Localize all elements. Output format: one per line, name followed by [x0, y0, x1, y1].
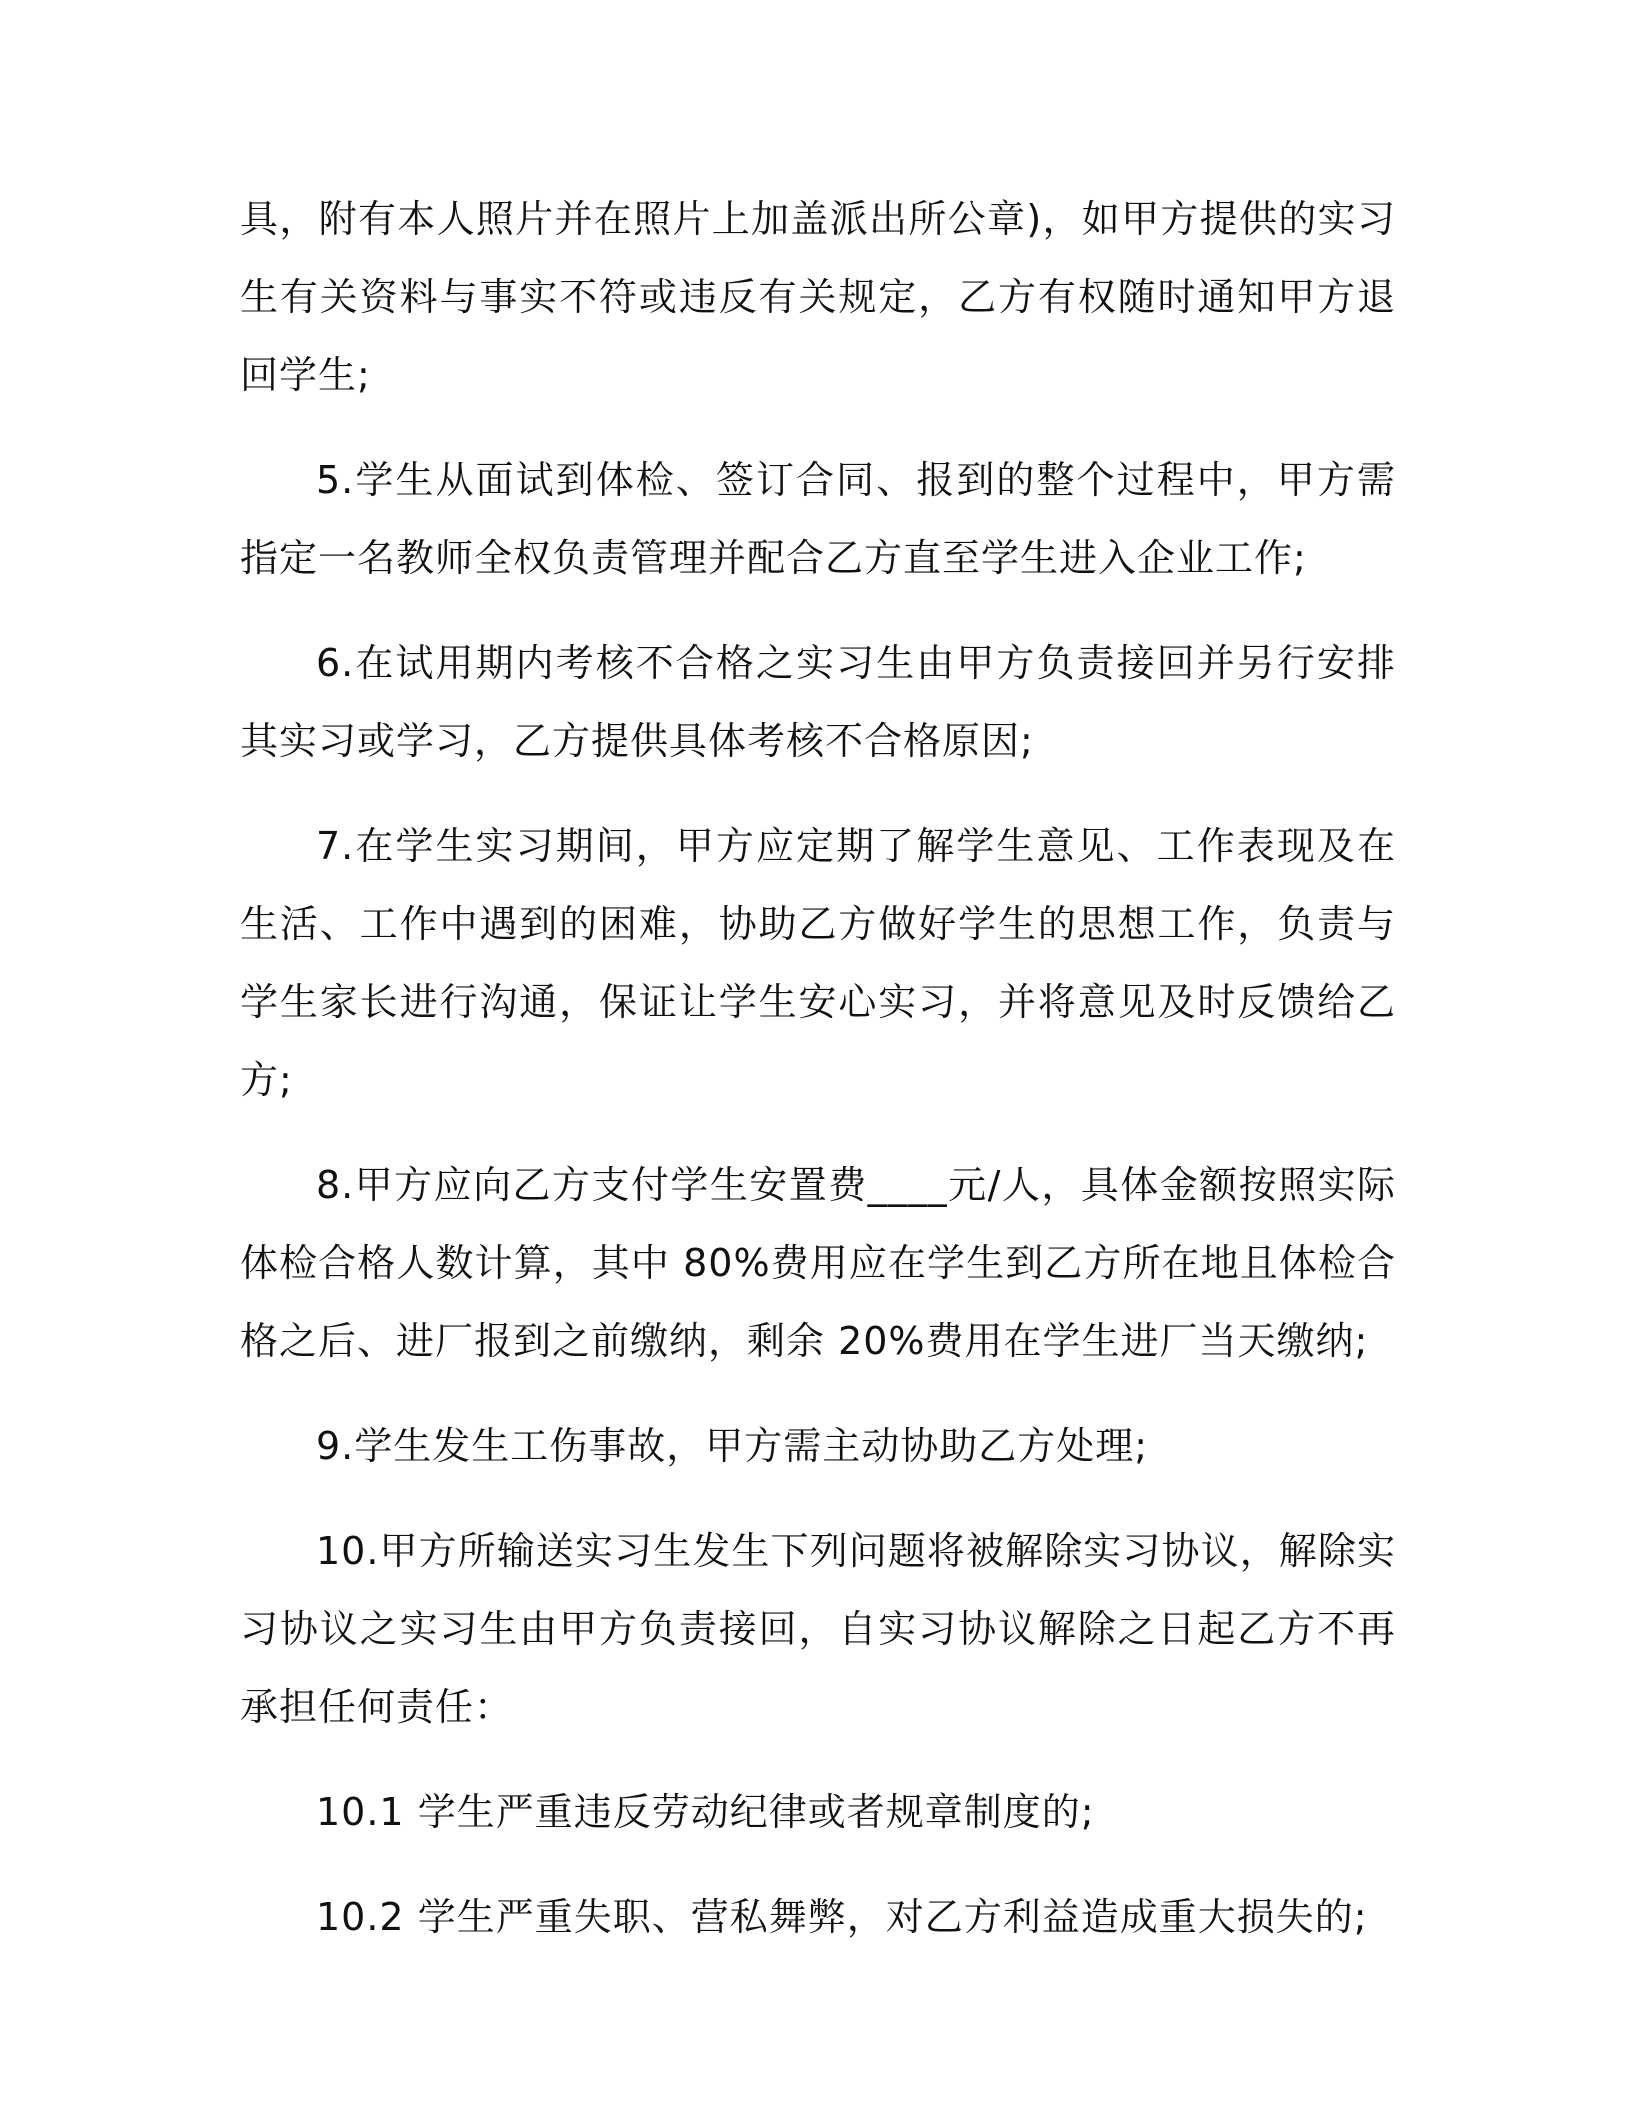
paragraph-item-9: 9.学生发生工伤事故，甲方需主动协助乙方处理;: [316, 1424, 1149, 1468]
document-body: [240, 180, 1396, 1956]
paragraph-item-5: 5.学生从面试到体检、签订合同、报到的整个过程中，甲方需指定一名教师全权负责管理并配合乙方直至学生进入企业工作;: [240, 458, 1396, 580]
paragraph-item-10: 10.甲方所输送实习生发生下列问题将被解除实习协议，解除实习协议之实习生由甲方负责接回，自实习协议解除之日起乙方不再承担任何责任：: [240, 1529, 1396, 1729]
paragraph-item-10-2: 10.2 学生严重失职、营私舞弊，对乙方利益造成重大损失的;: [316, 1895, 1368, 1939]
paragraph-item-6: 6.在试用期内考核不合格之实习生由甲方负责接回并另行安排其实习或学习，乙方提供具体考核不合格原因;: [240, 641, 1396, 763]
paragraph-continuation: 具，附有本人照片并在照片上加盖派出所公章)，如甲方提供的实习生有关资料与事实不符或违反有关规定，乙方有权随时通知甲方退回学生;: [240, 197, 1396, 397]
paragraph-item-10-1: 10.1 学生严重违反劳动纪律或者规章制度的;: [316, 1790, 1095, 1834]
paragraph-item-7: 7.在学生实习期间，甲方应定期了解学生意见、工作表现及在生活、工作中遇到的困难，协助乙方做好学生的思想工作，负责与学生家长进行沟通，保证让学生安心实习，并将意见及时反馈给乙方;: [240, 824, 1396, 1102]
paragraph-item-8: 8.甲方应向乙方支付学生安置费____元/人，具体金额按照实际体检合格人数计算，其中 80%费用应在学生到乙方所在地且体检合格之后、进厂报到之前缴纳，剩余 20%费用在学生进厂当天缴纳;: [240, 1163, 1396, 1363]
